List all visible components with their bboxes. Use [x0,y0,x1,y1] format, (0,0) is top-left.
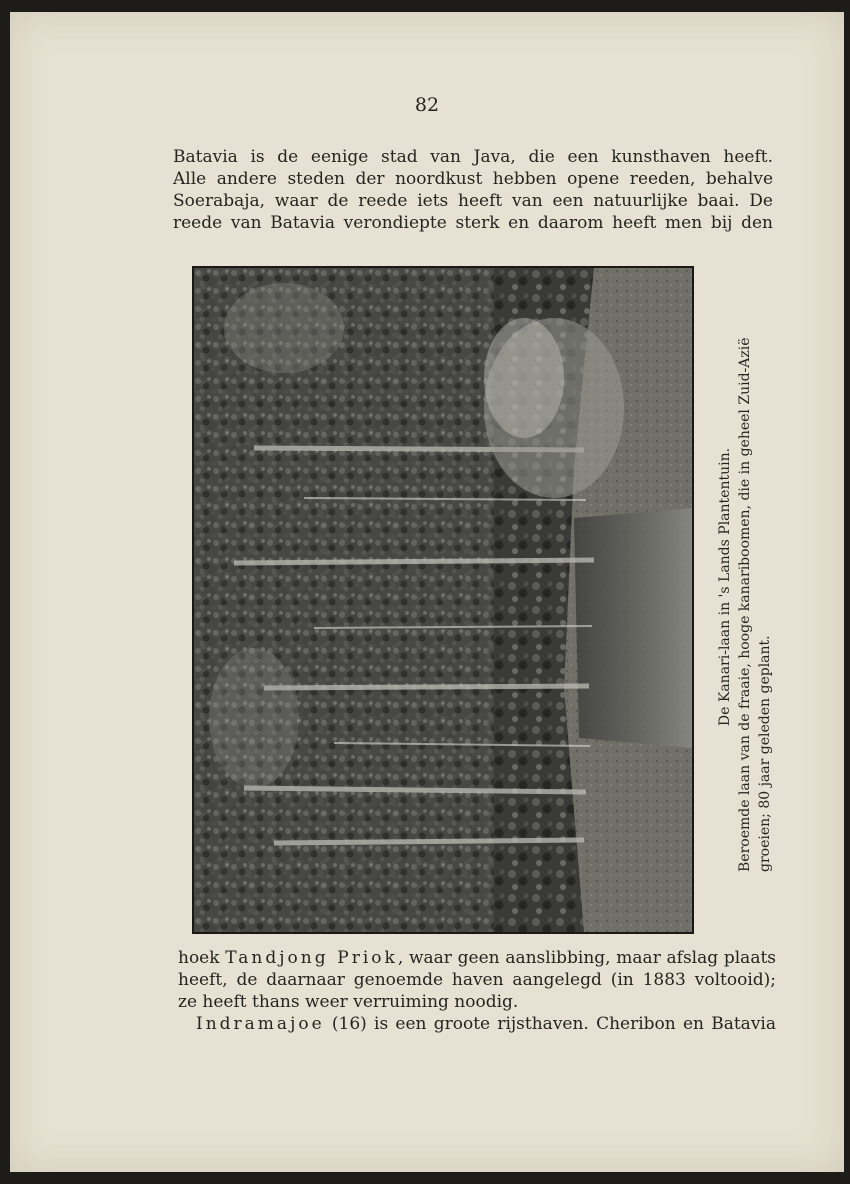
place-name: Tandjong Priok [225,948,398,968]
caption-line: Beroemde laan van de fraaie, hooge kanariboomen, die in geheel Zuid-Azië [737,337,753,872]
text-line: Alle andere steden der noordkust hebben opene reeden, behalve [173,169,773,189]
page-number: 82 [414,94,440,116]
photo-image [194,268,692,932]
caption-line: groeien; 80 jaar geleden geplant. [757,635,773,872]
text-line: Soerabaja, waar de reede iets heeft van een natuurlijke baai. De [173,191,773,211]
photo-caption [710,302,780,872]
book-page [10,12,844,1172]
text-line: reede van Batavia verondiepte sterk en daarom heeft men bij den [173,213,773,233]
text-fragment: , waar geen aanslibbing, maar afslag plaats [397,948,777,968]
kanari-laan-photo [192,266,694,934]
bottom-paragraph [178,947,776,1035]
text-line: ze heeft thans weer verruiming noodig. [178,992,519,1012]
text-line: heeft, de daarnaar genoemde haven aangelegd (in 1883 voltooid); [178,970,776,990]
text-line [178,1013,776,1035]
text-fragment: (16) is een groote rijsthaven. Cheribon en Batavia [324,1014,776,1034]
place-name: Indramajoe [196,1014,325,1034]
text-line [178,947,776,969]
text-fragment: hoek [178,948,226,968]
text-line: Batavia is de eenige stad van Java, die een kunsthaven heeft. [173,147,773,167]
top-paragraph [173,146,773,234]
caption-title: De Kanari-laan in 's Lands Plantentuin. [717,447,733,727]
